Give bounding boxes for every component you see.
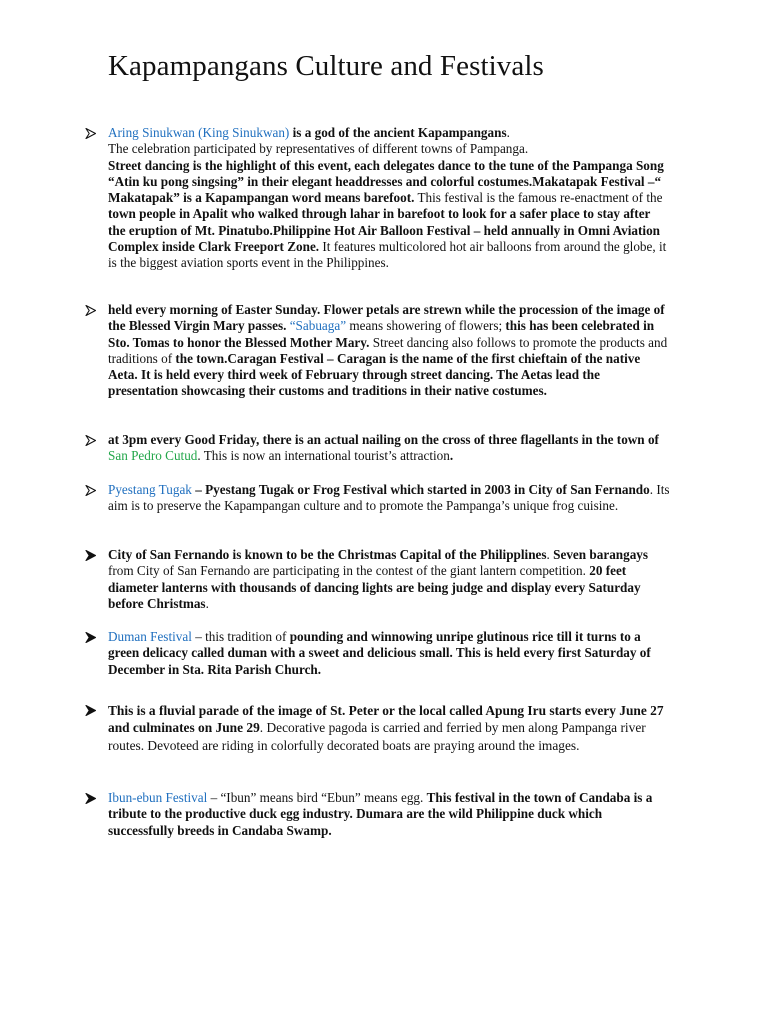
list-item-text: City of San Fernando is known to be the Christmas Capital of the Philipplines. Seven barangays from City of San Fernando are participating in the contest of the giant lantern competition. 20 feet diameter lanterns with thousands of dancing lights are being judge and display every Saturday before Christmas. bbox=[108, 547, 649, 611]
arrowhead-bullet-icon bbox=[82, 629, 98, 646]
arrowhead-bullet-icon bbox=[82, 790, 98, 807]
festival-name: Duman Festival bbox=[108, 629, 192, 644]
arrowhead-bullet-icon bbox=[82, 432, 98, 449]
list-item-fluvial-parade bbox=[82, 702, 682, 754]
list-item-flower-festival bbox=[82, 302, 682, 400]
list-item-text: This is a fluvial parade of the image of St. Peter or the local called Apung Iru starts every June 27 and culminates on June 29. Decorative pagoda is carried and ferried by men along Pampanga river routes. Devoteed are riding in colorfully decorated boats are praying around the images. bbox=[108, 703, 664, 753]
list-item-text: Aring Sinukwan (King Sinukwan) is a god of the ancient Kapampangans. The celebration participated by representatives of different towns of Pampanga. Street dancing is the highlight of this event, each delegates dance to the tune of the Pampanga Song “Atin ku pong singsing” in their elegant headdresses and colorful costumes.Makatapak Festival –“ Makatapak” is a Kapampangan word means barefoot. This festival is the famous re-enactment of the town people in Apalit who walked through lahar in barefoot to look for a safer place to stay after the eruption of Mt. Pinatubo.Philippine Hot Air Balloon Festival – held annually in Omni Aviation Complex inside Clark Freeport Zone. It features multicolored hot air balloons from around the globe, it is the biggest aviation sports event in the Philippines. bbox=[108, 125, 667, 271]
list-item-aring-sinukwan bbox=[82, 125, 682, 272]
list-item-good-friday bbox=[82, 432, 682, 465]
list-item-christmas-capital bbox=[82, 547, 682, 612]
list-item-text: Ibun-ebun Festival – “Ibun” means bird “Ebun” means egg. This festival in the town of Candaba is a tribute to the productive duck egg industry. Dumara are the wild Philippine duck which successfully breeds in Candaba Swamp. bbox=[108, 790, 653, 838]
sabuaga-term: “Sabuaga” bbox=[289, 318, 347, 334]
arrowhead-bullet-icon bbox=[82, 482, 98, 499]
festival-name: Aring Sinukwan (King Sinukwan) bbox=[108, 125, 290, 140]
list-item-text: Pyestang Tugak – Pyestang Tugak or Frog Festival which started in 2003 in City of San Fernando. Its aim is to preserve the Kapampangan culture and to promote the Pampanga’s unique frog cuisine. bbox=[108, 482, 670, 514]
place-name: San Pedro Cutud bbox=[108, 448, 198, 464]
list-item-text: held every morning of Easter Sunday. Flower petals are strewn while the procession of the image of the Blessed Virgin Mary passes. “Sabuaga” means showering of flowers; this has been celebrated in Sto. Tomas to honor the Blessed Mother Mary. Street dancing also follows to promote the products and traditions of the town.Caragan Festival – Caragan is the name of the first chieftain of the native Aeta. It is held every third week of February through street dancing. The Aetas lead the presentation showcasing their customs and traditions in their native costumes. bbox=[108, 302, 668, 399]
arrowhead-bullet-icon bbox=[82, 302, 98, 319]
arrowhead-bullet-icon bbox=[82, 702, 98, 719]
list-item-duman-festival bbox=[82, 629, 682, 678]
festival-name: Ibun-ebun Festival bbox=[108, 790, 208, 805]
list-item-text: at 3pm every Good Friday, there is an actual nailing on the cross of three flagellants in the town of San Pedro Cutud. This is now an international tourist’s attraction. bbox=[108, 432, 659, 464]
arrowhead-bullet-icon bbox=[82, 125, 98, 142]
festival-name: Pyestang Tugak bbox=[108, 482, 192, 497]
list-item-pyestang-tugak bbox=[82, 482, 682, 515]
list-item-ibun-ebun bbox=[82, 790, 682, 839]
list-item-text: Duman Festival – this tradition of pounding and winnowing unripe glutinous rice till it turns to a green delicacy called duman with a sweet and delicious small. This is held every first Saturday of December in Sta. Rita Parish Church. bbox=[108, 629, 651, 677]
page-title: Kapampangans Culture and Festivals bbox=[108, 50, 544, 82]
arrowhead-bullet-icon bbox=[82, 547, 98, 564]
